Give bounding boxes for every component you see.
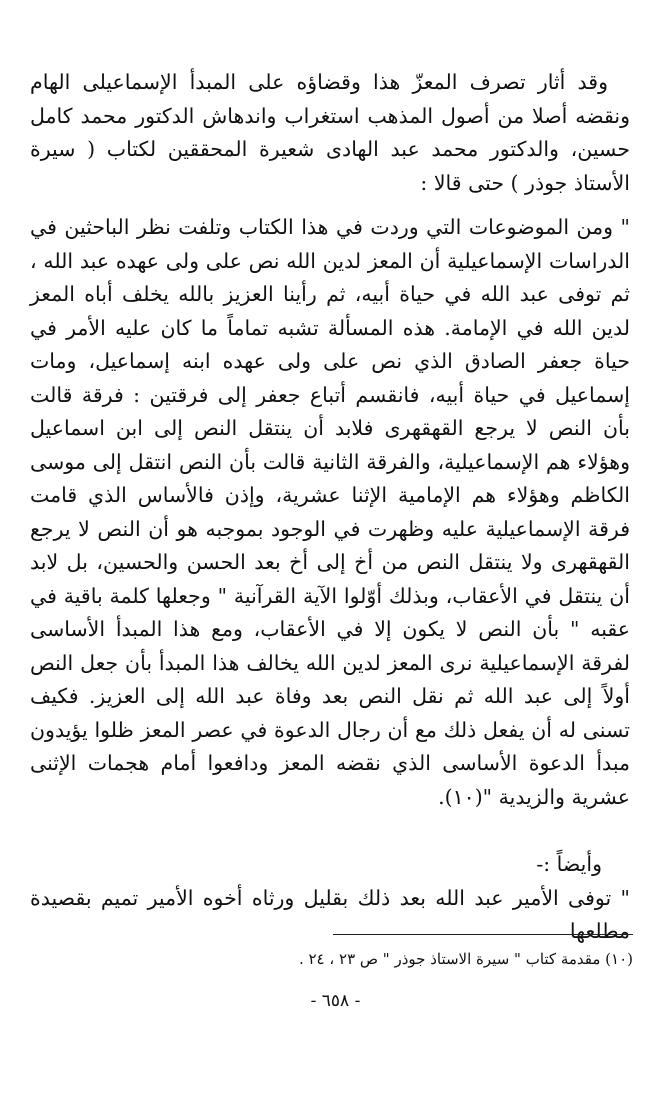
paragraph-quotation: " ومن الموضوعات التي وردت في هذا الكتاب وتلفت نظر الباحثين في الدراسات الإسماعيلية أن المعز لدين الله نص على ولى عهده عبد الله ، ثم توفى عبد الله في حياة أبيه، ثم رأينا العزيز بالله يخلف أباه المعز لدين الله في الإمامة. هذه المسألة تشبه تماماً ما كان عليه الأمر في حياة جعفر الصادق الذي نص على ولى عهده ابنه إسماعيل، ومات إسماعيل في حياة أبيه، فانقسم أتباع جعفر إلى فرقتين : فرقة قالت بأن النص لا يرجع القهقهرى فلابد أن ينتقل النص إلى ابن اسماعيل وهؤلاء هم الإسماعيلية، والفرقة الثانية قالت بأن النص انتقل إلى موسى الكاظم وهؤلاء هم الإمامية الإثنا عشرية، وإذن فالأساس الذي قامت فرقة الإسماعيلية عليه وظهرت في الوجود بموجبه هو أن النص لا يرجع القهقهرى ولا ينتقل النص من أخ إلى أخ بعد الحسن والحسين، بل لابد أن ينتقل في الأعقاب، وبذلك أوّلوا الآية القرآنية " وجعلها كلمة باقية في عقبه " بأن النص لا يكون إلا في الأعقاب، ومع هذا المبدأ الأساسى لفرقة الإسماعيلية نرى المعز لدين الله يخالف هذا المبدأ بأن جعل النص أولاً إلى عبد الله ثم نقل النص بعد وفاة عبد الله إلى العزيز. فكيف تسنى له أن يفعل ذلك مع أن رجال الدعوة في عصر المعز ظلوا يؤيدون مبدأ الدعوة الأساسى الذي نقضه المعز ودافعوا أمام هجمات الإثنى عشرية والزيدية "(١٠). [30, 215, 630, 809]
paragraph-second-quotation: " توفى الأمير عبد الله بعد ذلك بقليل ورثاه أخوه الأمير تميم بقصيدة مطلعها [30, 885, 630, 943]
paragraph-also: وأيضاً :- [536, 852, 602, 876]
paragraph-intro: وقد أثار تصرف المعزّ هذا وقضاؤه على المبدأ الإسماعيلى الهام ونقضه أصلا من أصول المذهب استغراب واندهاش الدكتور محمد كامل حسين، والدكتور محمد عبد الهادى شعيرة المحققين لكتاب ( سيرة الأستاذ جوذر ) حتى قالا : [30, 70, 630, 195]
page-body [30, 66, 630, 949]
footnote-divider [333, 934, 633, 935]
footnote: (١٠) مقدمة كتاب " سيرة الاستاذ جوذر " ص ٢٣ ، ٢٤ . [298, 950, 633, 968]
page-number: - ٦٥٨ - [310, 991, 361, 1011]
